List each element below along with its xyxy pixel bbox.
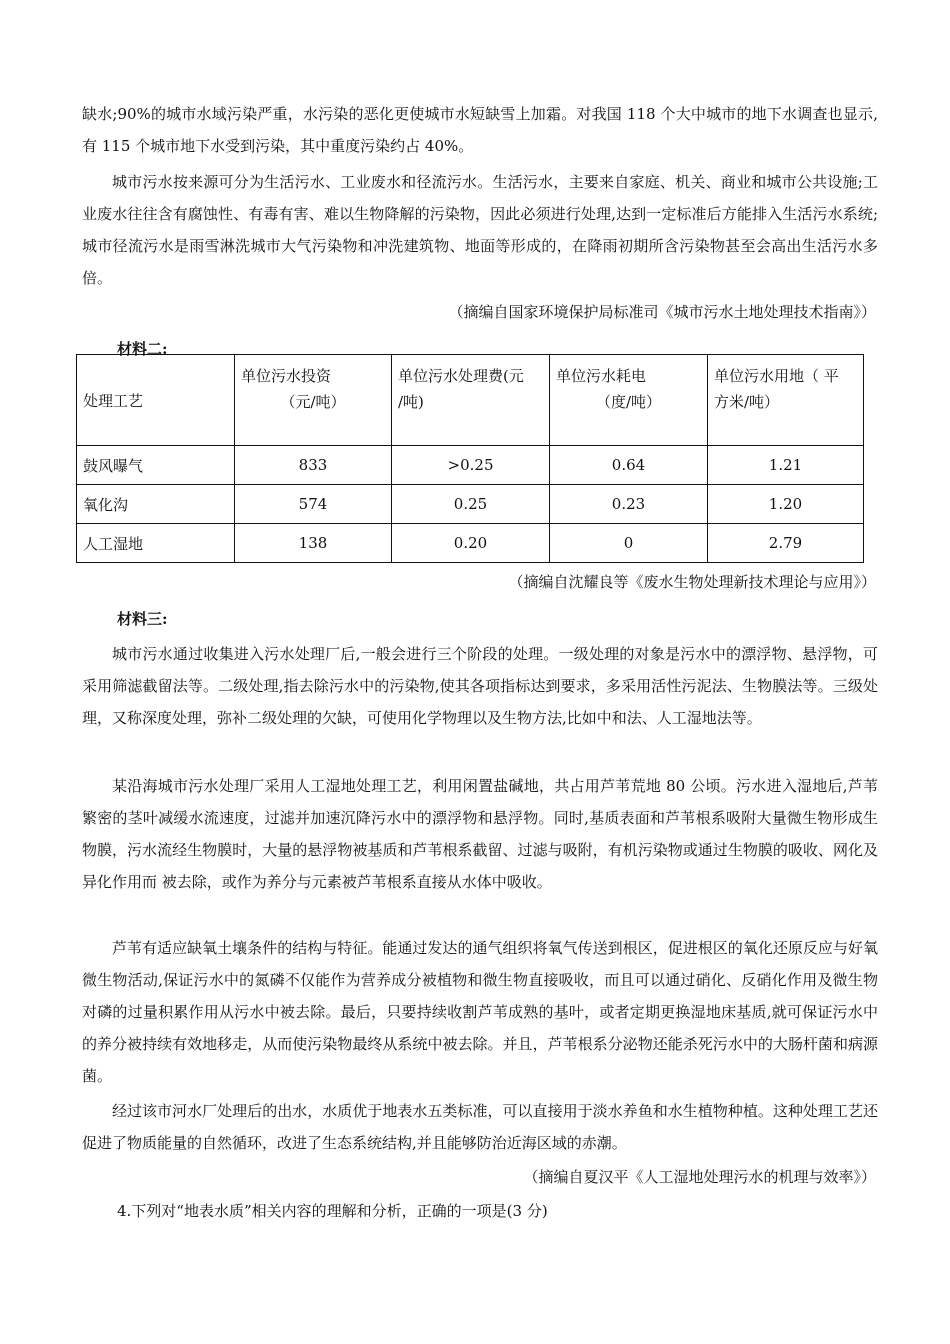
cell-process: 氧化沟 [77,485,235,524]
cell-process: 人工湿地 [77,524,235,563]
table-row [77,524,864,563]
material3-paragraph-1: 城市污水通过收集进入污水处理厂后,一般会进行三个阶段的处理。一级处理的对象是污水中的漂浮物、悬浮物，可采用筛滤截留法等。二级处理,指去除污水中的污染物,使其各项指标达到要求，多采用活性污泥法、生物膜法等。三级处理，又称深度处理，弥补二级处理的欠缺，可使用化学物理以及生物方法,比如中和法、人工湿地法等。 [82,645,878,727]
header-investment: 单位污水投资 （元/吨） [235,355,392,446]
cell-investment: 574 [235,485,392,524]
cell-cost: 0.20 [392,524,550,563]
question-4: 4.下列对“地表水质”相关内容的理解和分析，正确的一项是(3 分) [117,1202,548,1220]
header-land: 单位污水用地（ 平 方米/吨） [708,355,864,446]
material3-paragraph-3: 芦苇有适应缺氧土壤条件的结构与特征。能通过发达的通气组织将氧气传送到根区，促进根区的氧化还原反应与好氧微生物活动,保证污水中的氮磷不仅能作为营养成分被植物和微生物直接吸收，而且可以通过硝化、反硝化作用及微生物对磷的过量积累作用从污水中被去除。最后，只要持续收割芦苇成熟的基叶，或者定期更换湿地床基质,就可保证污水中的养分被持续有效地移走，从而使污染物最终从系统中被去除。并且，芦苇根系分泌物还能杀死污水中的大肠杆菌和病源菌。 [82,939,878,1085]
cell-process: 鼓风曝气 [77,446,235,485]
source-citation-1: （摘编自国家环境保护局标准司《城市污水土地处理技术指南》） [448,303,876,321]
cell-land: 1.20 [708,485,864,524]
treatment-comparison-table [76,354,864,563]
table-header-row [77,355,864,446]
cell-land: 2.79 [708,524,864,563]
cell-land: 1.21 [708,446,864,485]
header-power: 单位污水耗电 （度/吨） [550,355,708,446]
table-row [77,446,864,485]
intro-paragraph-2: 城市污水按来源可分为生活污水、工业废水和径流污水。生活污水，主要来自家庭、机关、商业和城市公共设施;工业废水往往含有腐蚀性、有毒有害、难以生物降解的污染物，因此必须进行处理,达到一定标准后方能排入生活污水系统;城市径流污水是雨雪淋洗城市大气污染物和冲洗建筑物、地面等形成的，在降雨初期所含污染物甚至会高出生活污水多倍。 [82,173,878,287]
cell-power: 0 [550,524,708,563]
cell-power: 0.64 [550,446,708,485]
header-cost: 单位污水处理费(元 /吨) [392,355,550,446]
cell-investment: 138 [235,524,392,563]
cell-cost: 0.25 [392,485,550,524]
material-three-label: 材料三: [117,610,168,628]
material3-paragraph-4: 经过该市河水厂处理后的出水，水质优于地表水五类标准，可以直接用于淡水养鱼和水生植物种植。这种处理工艺还促进了物质能量的自然循环，改进了生态系统结构,并且能够防治近海区域的赤潮。 [82,1102,878,1152]
material-two-label: 材料二: [117,340,168,358]
cell-cost: >0.25 [392,446,550,485]
material3-paragraph-2: 某沿海城市污水处理厂采用人工湿地处理工艺，利用闲置盐碱地，共占用芦苇荒地 80 公顷。污水进入湿地后,芦苇繁密的茎叶减缓水流速度，过滤并加速沉降污水中的漂浮物和悬浮物。同时,基质表面和芦苇根系吸附大量微生物形成生物膜，污水流经生物膜时，大量的悬浮物被基质和芦苇根系截留、过滤与吸附，有机污染物或通过生物膜的吸收、网化及异化作用而 被去除，或作为养分与元素被芦苇根系直接从水体中吸收。 [82,777,878,891]
header-process: 处理工艺 [77,355,235,446]
source-citation-3: （摘编自夏汉平《人工湿地处理污水的机理与效率》） [523,1168,876,1186]
source-citation-2: （摘编自沈耀良等《废水生物处理新技术理论与应用》） [508,573,876,591]
cell-power: 0.23 [550,485,708,524]
intro-paragraph-1: 缺水;90%的城市水域污染严重，水污染的恶化更使城市水短缺雪上加霜。对我国 118 个大中城市的地下水调查也显示,有 115 个城市地下水受到污染，其中重度污染约占 40%。 [82,105,878,155]
cell-investment: 833 [235,446,392,485]
table-row [77,485,864,524]
